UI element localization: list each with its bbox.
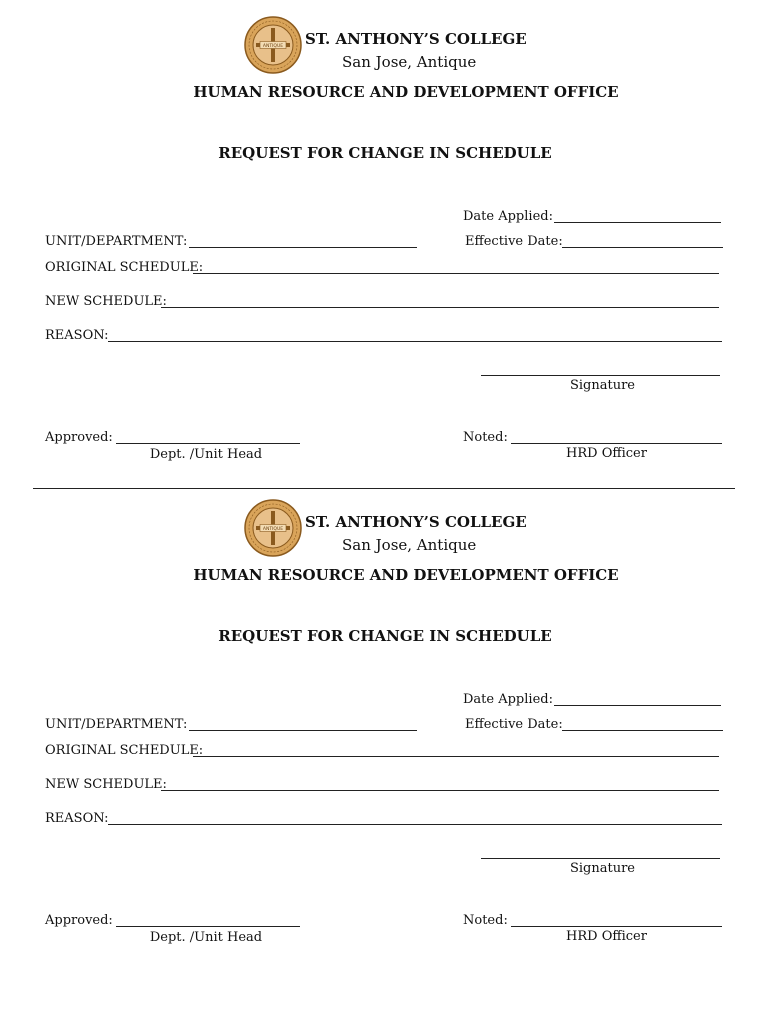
reason-field[interactable] (108, 824, 722, 825)
noted-label: Noted: (463, 913, 508, 928)
svg-text:ANTIQUE: ANTIQUE (262, 527, 284, 532)
new-schedule-field[interactable] (161, 790, 719, 791)
college-name: ST. ANTHONY’S COLLEGE (305, 513, 527, 531)
noted-signature-line[interactable] (511, 926, 722, 927)
signature-line[interactable] (481, 858, 720, 859)
effective-date-field[interactable] (562, 247, 723, 248)
approved-caption: Dept. /Unit Head (149, 930, 263, 945)
svg-text:ANTIQUE: ANTIQUE (262, 44, 284, 49)
original-schedule-field[interactable] (193, 756, 719, 757)
form-title: REQUEST FOR CHANGE IN SCHEDULE (218, 627, 552, 645)
reason-label: REASON: (45, 328, 109, 343)
unit-department-label: UNIT/DEPARTMENT: (45, 234, 188, 249)
unit-department-label: UNIT/DEPARTMENT: (45, 717, 188, 732)
effective-date-label: Effective Date: (465, 234, 563, 249)
new-schedule-field[interactable] (161, 307, 719, 308)
reason-field[interactable] (108, 341, 722, 342)
reason-label: REASON: (45, 811, 109, 826)
approved-caption: Dept. /Unit Head (149, 447, 263, 462)
date-applied-field[interactable] (554, 705, 721, 706)
college-location: San Jose, Antique (342, 53, 477, 71)
noted-caption: HRD Officer (566, 929, 647, 944)
signature-caption: Signature (569, 378, 635, 393)
effective-date-field[interactable] (562, 730, 723, 731)
college-location: San Jose, Antique (342, 536, 477, 554)
original-schedule-label: ORIGINAL SCHEDULE: (45, 260, 204, 275)
approved-label: Approved: (45, 913, 113, 928)
noted-caption: HRD Officer (566, 446, 647, 461)
signature-line[interactable] (481, 375, 720, 376)
unit-department-field[interactable] (189, 247, 417, 248)
original-schedule-field[interactable] (193, 273, 719, 274)
approved-signature-line[interactable] (116, 443, 300, 444)
college-seal-icon (244, 499, 302, 557)
request-form-bottom (0, 483, 770, 966)
date-applied-field[interactable] (554, 222, 721, 223)
date-applied-label: Date Applied: (463, 209, 553, 224)
signature-caption: Signature (569, 861, 635, 876)
college-seal-icon (244, 16, 302, 74)
request-form-top (0, 0, 770, 483)
approved-label: Approved: (45, 430, 113, 445)
approved-signature-line[interactable] (116, 926, 300, 927)
college-name: ST. ANTHONY’S COLLEGE (305, 30, 527, 48)
noted-signature-line[interactable] (511, 443, 722, 444)
new-schedule-label: NEW SCHEDULE: (45, 294, 167, 309)
new-schedule-label: NEW SCHEDULE: (45, 777, 167, 792)
effective-date-label: Effective Date: (465, 717, 563, 732)
office-name: HUMAN RESOURCE AND DEVELOPMENT OFFICE (193, 83, 619, 101)
office-name: HUMAN RESOURCE AND DEVELOPMENT OFFICE (193, 566, 619, 584)
original-schedule-label: ORIGINAL SCHEDULE: (45, 743, 204, 758)
noted-label: Noted: (463, 430, 508, 445)
form-title: REQUEST FOR CHANGE IN SCHEDULE (218, 144, 552, 162)
unit-department-field[interactable] (189, 730, 417, 731)
date-applied-label: Date Applied: (463, 692, 553, 707)
